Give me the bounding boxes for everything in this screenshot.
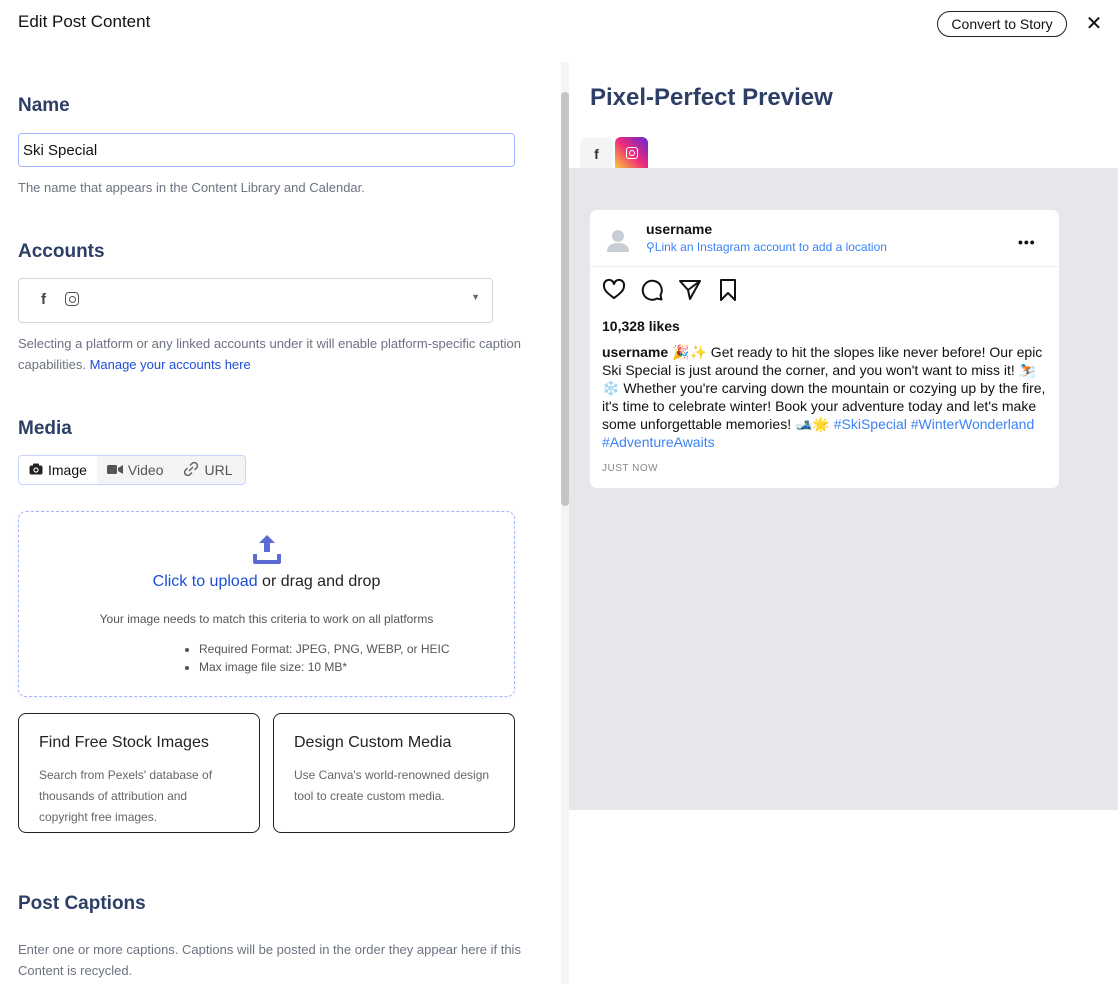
post-timestamp: JUST NOW xyxy=(602,463,659,474)
tab-url-label: URL xyxy=(204,462,233,478)
divider xyxy=(590,266,1059,267)
manage-accounts-link[interactable]: Manage your accounts here xyxy=(89,357,251,372)
scrollbar-thumb[interactable] xyxy=(561,92,569,506)
caption-username: username xyxy=(602,344,669,360)
click-to-upload-link[interactable]: Click to upload xyxy=(152,573,258,590)
post-location[interactable] xyxy=(646,240,887,254)
share-icon[interactable] xyxy=(678,278,702,302)
design-custom-media-card[interactable] xyxy=(273,713,515,833)
media-heading: Media xyxy=(18,418,72,439)
post-actions xyxy=(602,278,740,302)
tab-video[interactable] xyxy=(97,456,174,484)
chevron-down-icon: ▼ xyxy=(471,292,480,302)
edit-form-panel xyxy=(0,60,560,984)
bookmark-icon[interactable] xyxy=(716,278,740,302)
comment-icon[interactable] xyxy=(640,278,664,302)
instagram-icon xyxy=(626,147,638,159)
preview-title: Pixel-Perfect Preview xyxy=(590,84,833,111)
accounts-select[interactable] xyxy=(18,278,493,323)
facebook-icon: f xyxy=(41,291,46,308)
likes-count: 10,328 likes xyxy=(602,318,680,334)
stock-images-card[interactable] xyxy=(18,713,260,833)
accounts-help-text xyxy=(18,333,528,375)
upload-dropzone[interactable] xyxy=(18,511,515,697)
tab-image-label: Image xyxy=(48,462,87,478)
upload-criteria: Your image needs to match this criteria to work on all platforms xyxy=(99,612,434,626)
caption-text: 🎉✨ Get ready to hit the slopes like never before! Our epic Ski Special is just around the corner, and you won't want to miss it! ⛷️❄️ Whether you're carving down the mountain or cozying up by the fire, it's time to celebrate winter! Book your adventure today and let's make some unforgettable memories! 🎿🌟 xyxy=(602,344,1046,432)
video-icon xyxy=(107,463,123,478)
upload-icon xyxy=(250,532,284,566)
name-input[interactable] xyxy=(18,133,515,167)
upload-requirements xyxy=(185,640,450,676)
location-text: Link an Instagram account to add a location xyxy=(654,240,887,254)
tab-image[interactable] xyxy=(19,456,97,484)
link-icon xyxy=(183,462,199,479)
more-options-icon[interactable]: ••• xyxy=(1018,234,1036,250)
card-description: Search from Pexels' database of thousands of attribution and copyright free images. xyxy=(39,768,213,824)
heart-icon[interactable] xyxy=(602,278,626,302)
post-caption xyxy=(602,343,1052,451)
location-pin-icon: ⚲ xyxy=(646,240,655,254)
card-title: Find Free Stock Images xyxy=(39,734,209,751)
camera-icon xyxy=(29,463,43,478)
instagram-icon xyxy=(65,292,79,306)
upload-prompt xyxy=(19,573,514,591)
card-description: Use Canva's world-renowned design tool to create custom media. xyxy=(294,768,490,803)
tab-url[interactable] xyxy=(173,456,242,484)
modal-title: Edit Post Content xyxy=(18,12,151,31)
accounts-help-body: Selecting a platform or any linked accounts under it will enable platform-specific caption capabilities. xyxy=(18,336,521,372)
preview-footer-space xyxy=(569,810,1118,984)
instagram-post-preview xyxy=(589,209,1060,489)
list-item: • Max image file size: 10 MB* xyxy=(199,658,450,676)
name-help-text: The name that appears in the Content Library and Calendar. xyxy=(18,180,365,195)
accounts-heading: Accounts xyxy=(18,241,105,262)
card-title: Design Custom Media xyxy=(294,734,452,751)
post-captions-heading: Post Captions xyxy=(18,893,146,914)
close-icon[interactable]: ✕ xyxy=(1085,13,1103,35)
preview-tab-instagram[interactable] xyxy=(615,137,648,169)
drag-drop-text: or drag and drop xyxy=(257,573,381,590)
avatar xyxy=(605,227,631,253)
preview-tab-facebook[interactable] xyxy=(580,138,613,169)
tab-video-label: Video xyxy=(127,462,164,478)
list-item: • Required Format: JPEG, PNG, WEBP, or HEIC xyxy=(199,640,450,658)
media-type-tabs xyxy=(18,455,246,485)
facebook-icon: f xyxy=(594,145,599,162)
captions-help-text: Enter one or more captions. Captions will be posted in the order they appear here if this Content is recycled. xyxy=(18,942,521,978)
post-username: username xyxy=(646,221,713,237)
caption-hashtags[interactable]: #SkiSpecial #WinterWonderland #AdventureAwaits xyxy=(602,416,1035,450)
name-heading: Name xyxy=(18,95,70,116)
convert-to-story-button[interactable]: Convert to Story xyxy=(937,11,1067,37)
